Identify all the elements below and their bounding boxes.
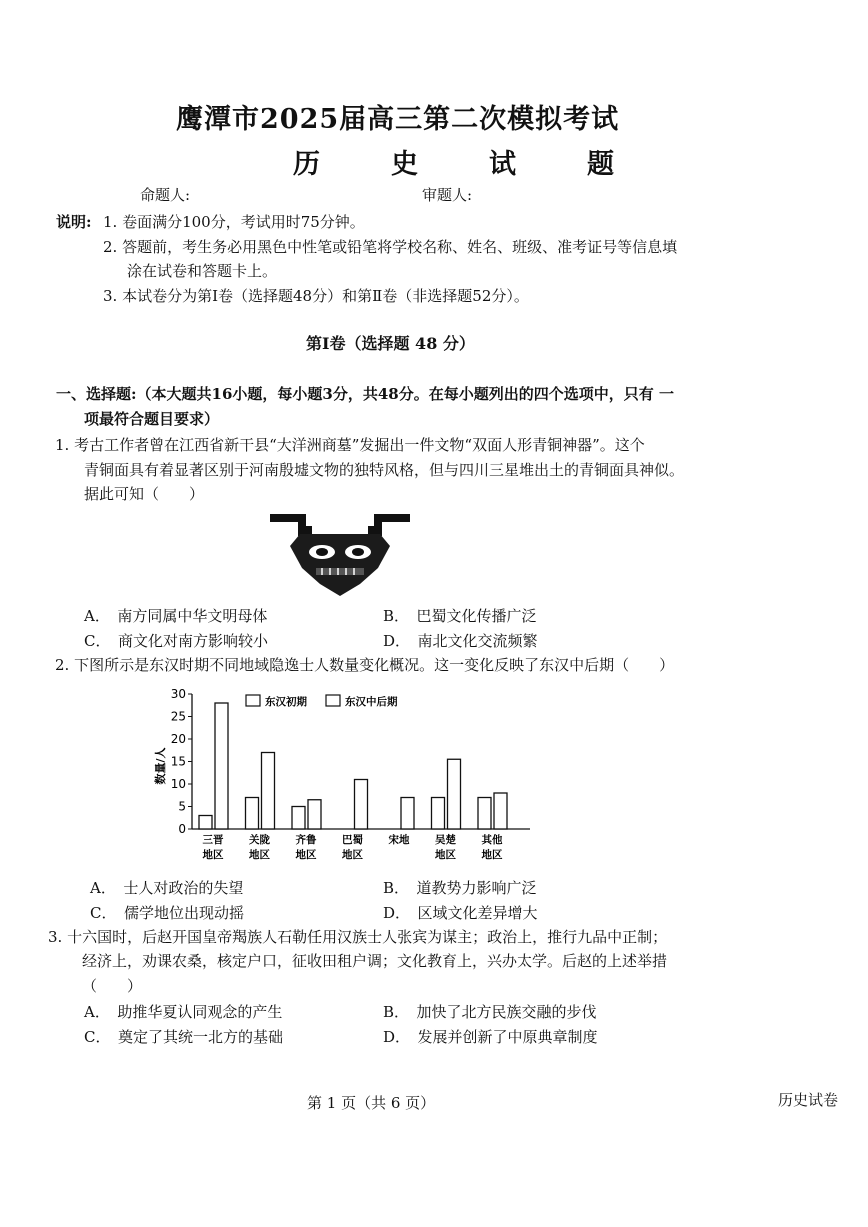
question-1-option-b[interactable]: B． 巴蜀文化传播广泛 [383, 607, 537, 625]
bronze-mask-icon [266, 506, 414, 598]
y-tick-label: 20 [170, 732, 186, 746]
bar-early-6 [478, 798, 491, 830]
y-tick-label: 5 [178, 799, 186, 814]
bar-late-1 [262, 753, 275, 830]
y-tick-label: 25 [170, 709, 186, 724]
question-1-stem: 1. 考古工作者曾在江西省新干县“大洋洲商墓”发掘出一件文物“双面人形青铜神器”。这个 [55, 436, 645, 454]
bar-late-5 [448, 759, 461, 829]
instruction-item-2-cont: 涂在试卷和答题卡上。 [127, 262, 278, 280]
x-tick-label: 地区 [202, 849, 224, 861]
section-title: 第Ⅰ卷（选择题 48 分） [306, 334, 475, 353]
legend-label-1: 东汉中后期 [345, 696, 398, 708]
section-heading: 一、选择题:（本大题共16小题，每小题3分，共48分。在每小题列出的四个选项中，只有 一 [56, 385, 674, 403]
bar-late-4 [401, 798, 414, 830]
x-tick-label: 地区 [435, 849, 456, 861]
question-1-stem-line2: 青铜面具有着显著区别于河南殷墟文物的独特风格，但与四川三星堆出土的青铜面具神似。 [84, 461, 685, 479]
legend-label-0: 东汉初期 [265, 696, 307, 708]
bar-early-0 [199, 816, 212, 830]
y-tick-label: 15 [170, 754, 186, 769]
x-tick-label: 地区 [342, 849, 363, 861]
subject-footer-label: 历史试卷 [778, 1091, 839, 1109]
question-3-stem: 3. 十六国时，后赵开国皇帝羯族人石勒任用汉族士人张宾为谋主；政治上，推行九品中正制； [48, 928, 668, 946]
question-1-option-d[interactable]: D． 南北文化交流频繁 [383, 632, 538, 650]
bar-early-2 [292, 807, 305, 830]
question-3-option-c[interactable]: C． 奠定了其统一北方的基础 [84, 1028, 283, 1046]
question-2-stem: 2. 下图所示是东汉时期不同地域隐逸士人数量变化概况。这一变化反映了东汉中后期（ ） [55, 656, 675, 674]
x-tick-label: 其他 [481, 834, 503, 846]
question-1-stem-line3: 据此可知（ ） [84, 485, 205, 503]
x-tick-label: 地区 [295, 849, 317, 861]
instruction-item-1: 1. 卷面满分100分，考试用时75分钟。 [103, 213, 365, 231]
legend-swatch-1 [326, 695, 340, 706]
instruction-item-2: 2. 答题前，考生务必用黑色中性笔或铅笔将学校名称、姓名、班级、准考证号等信息填 [103, 238, 678, 256]
x-tick-label: 三晋 [202, 834, 224, 846]
question-2-option-b[interactable]: B． 道教势力影响广泛 [383, 879, 537, 897]
question-2-option-a[interactable]: A． 士人对政治的失望 [90, 879, 244, 897]
bar-early-5 [432, 798, 445, 830]
y-tick-label: 0 [178, 822, 186, 836]
bar-late-0 [215, 703, 228, 829]
bar-late-2 [308, 800, 321, 829]
x-tick-label: 齐鲁 [295, 834, 317, 846]
question-1-option-a[interactable]: A． 南方同属中华文明母体 [84, 607, 268, 625]
y-tick-label: 30 [170, 687, 186, 701]
x-tick-label: 关陇 [249, 834, 270, 846]
question-2-option-d[interactable]: D． 区域文化差异增大 [383, 904, 538, 922]
question-3-option-b[interactable]: B． 加快了北方民族交融的步伐 [383, 1003, 597, 1021]
x-tick-label: 宋地 [388, 834, 410, 846]
section-heading-cont: 项最符合题目要求） [84, 410, 220, 428]
bar-late-3 [355, 780, 368, 830]
author-label: 命题人: [140, 186, 191, 204]
question-3-option-d[interactable]: D． 发展并创新了中原典章制度 [383, 1028, 598, 1046]
x-tick-label: 地区 [249, 849, 270, 861]
subject-title: 历 史 试 题 [293, 149, 636, 180]
question-3-stem-line3: （ ） [82, 977, 143, 995]
question-3-option-a[interactable]: A． 助推华夏认同观念的产生 [84, 1003, 283, 1021]
bar-late-6 [494, 793, 507, 829]
page-number: 第 1 页（共 6 页） [307, 1094, 436, 1112]
x-tick-label: 吴楚 [435, 834, 456, 846]
hermit-count-bar-chart [150, 684, 540, 866]
y-axis-title: 数量/人 [154, 747, 167, 785]
y-tick-label: 10 [170, 777, 186, 791]
question-1-option-c[interactable]: C． 商文化对南方影响较小 [84, 632, 268, 650]
reviewer-label: 审题人: [422, 186, 473, 204]
x-tick-label: 巴蜀 [342, 834, 363, 846]
instructions-label: 说明: [56, 213, 92, 231]
question-3-stem-line2: 经济上，劝课农桑，核定户口，征收田租户调；文化教育上，兴办太学。后赵的上述举措 [82, 952, 668, 970]
instruction-item-3: 3. 本试卷分为第Ⅰ卷（选择题48分）和第Ⅱ卷（非选择题52分）。 [103, 287, 529, 305]
legend-swatch-0 [246, 695, 260, 706]
question-2-option-c[interactable]: C． 儒学地位出现动摇 [90, 904, 244, 922]
exam-title: 鹰潭市2025届高三第二次模拟考试 [176, 104, 620, 135]
x-tick-label: 地区 [481, 849, 503, 861]
bar-early-1 [246, 798, 259, 830]
